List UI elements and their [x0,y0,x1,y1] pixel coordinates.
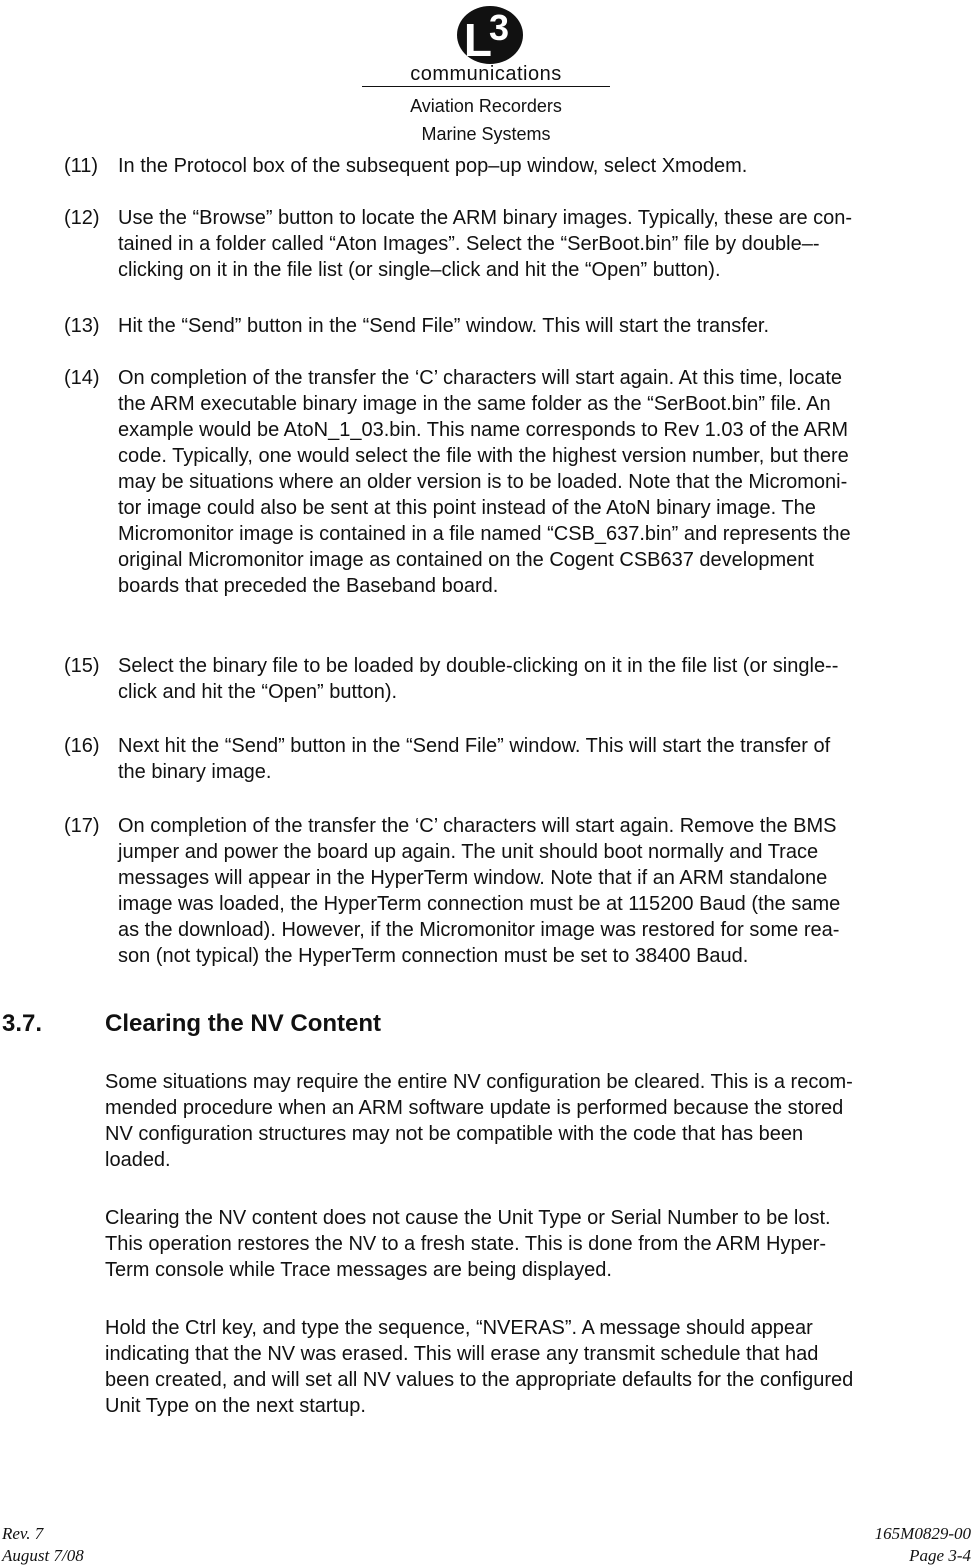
text-line: NV configuration structures may not be compatible with the code that has been [105,1123,804,1145]
step-15 [64,653,972,705]
text-line: loaded. [105,1149,171,1171]
page-number: Page 3-4 [909,1546,971,1565]
text-line: son (not typical) the HyperTerm connection must be set to 38400 Baud. [118,945,749,967]
step-12 [64,205,972,283]
revision-label: Rev. 7 [2,1524,44,1543]
text-line: indicating that the NV was erased. This will erase any transmit schedule that had [105,1343,819,1365]
step-14 [64,365,972,599]
text-line: mended procedure when an ARM software update is performed because the stored [105,1097,844,1119]
paragraph-1 [105,1069,971,1173]
step-17 [64,813,972,969]
text-line: Micromonitor image is contained in a file named “CSB_637.bin” and represents the [118,523,851,545]
step-text [118,153,972,179]
step-11 [64,153,972,179]
logo-rule [362,86,610,87]
text-line: Hit the “Send” button in the “Send File” window. This will start the transfer. [118,315,770,337]
text-line: the ARM executable binary image in the same folder as the “SerBoot.bin” file. An [118,393,831,415]
text-line: click and hit the “Open” button). [118,681,398,703]
paragraph-3 [105,1315,971,1419]
text-line: image was loaded, the HyperTerm connection must be at 115200 Baud (the same [118,893,841,915]
step-number: (16) [64,735,100,757]
text-line: This operation restores the NV to a fresh state. This is done from the ARM Hyper- [105,1233,827,1255]
section-title: Clearing the NV Content [105,1010,382,1037]
text-line: Select the binary file to be loaded by double-clicking on it in the file list (or single-- [118,655,839,677]
text-line: original Micromonitor image as contained on the Cogent CSB637 development [118,549,814,571]
paragraph-2 [105,1205,971,1283]
text-line: On completion of the transfer the ‘C’ characters will start again. At this time, locate [118,367,843,389]
text-line: Unit Type on the next startup. [105,1395,366,1417]
text-line: the binary image. [118,761,272,783]
division-line-1: Aviation Recorders [410,96,562,116]
step-number: (14) [64,367,100,389]
step-text [118,813,972,969]
step-number: (12) [64,207,100,229]
text-line: boards that preceded the Baseband board. [118,575,499,597]
text-line: messages will appear in the HyperTerm window. Note that if an ARM standalone [118,867,828,889]
step-number: (11) [64,155,99,177]
text-line: Hold the Ctrl key, and type the sequence, “NVERAS”. A message should appear [105,1317,813,1339]
text-line: been created, and will set all NV values to the appropriate defaults for the configured [105,1369,854,1391]
text-line: Use the “Browse” button to locate the ARM binary images. Typically, these are con- [118,207,853,229]
text-line: example would be AtoN_1_03.bin. This name corresponds to Rev 1.03 of the ARM [118,419,849,441]
svg-text:L: L [463,14,492,66]
text-line: clicking on it in the file list (or single–click and hit the “Open” button). [118,259,721,281]
text-line: Term console while Trace messages are being displayed. [105,1259,612,1281]
step-text [118,205,972,283]
text-line: may be situations where an older version is to be loaded. Note that the Micromoni- [118,471,848,493]
step-13 [64,313,972,339]
text-line: In the Protocol box of the subsequent pop–up window, select Xmodem. [118,155,748,177]
text-line: tor image could also be sent at this point instead of the AtoN binary image. The [118,497,816,519]
section-number: 3.7. [2,1010,43,1037]
step-text [118,733,972,785]
step-number: (15) [64,655,100,677]
revision-date: August 7/08 [2,1546,84,1565]
document-number: 165M0829-00 [874,1524,971,1543]
logo-wordmark: communications [410,63,562,85]
text-line: code. Typically, one would select the file with the highest version number, but there [118,445,849,467]
text-line: tained in a folder called “Aton Images”. Select the “SerBoot.bin” file by double–- [118,233,820,255]
division-line-2: Marine Systems [421,124,551,144]
step-text [118,653,972,705]
text-line: jumper and power the board up again. The unit should boot normally and Trace [118,841,819,863]
svg-text:3: 3 [489,7,510,48]
step-number: (17) [64,815,100,837]
step-16 [64,733,972,785]
text-line: as the download). However, if the Micromonitor image was restored for some rea- [118,919,840,941]
step-text [118,313,972,339]
text-line: Next hit the “Send” button in the “Send File” window. This will start the transfer of [118,735,831,757]
step-text [118,365,972,599]
text-line: On completion of the transfer the ‘C’ characters will start again. Remove the BMS [118,815,837,837]
l3-logo [455,4,525,66]
text-line: Some situations may require the entire NV configuration be cleared. This is a recom- [105,1071,853,1093]
step-number: (13) [64,315,100,337]
text-line: Clearing the NV content does not cause the Unit Type or Serial Number to be lost. [105,1207,831,1229]
